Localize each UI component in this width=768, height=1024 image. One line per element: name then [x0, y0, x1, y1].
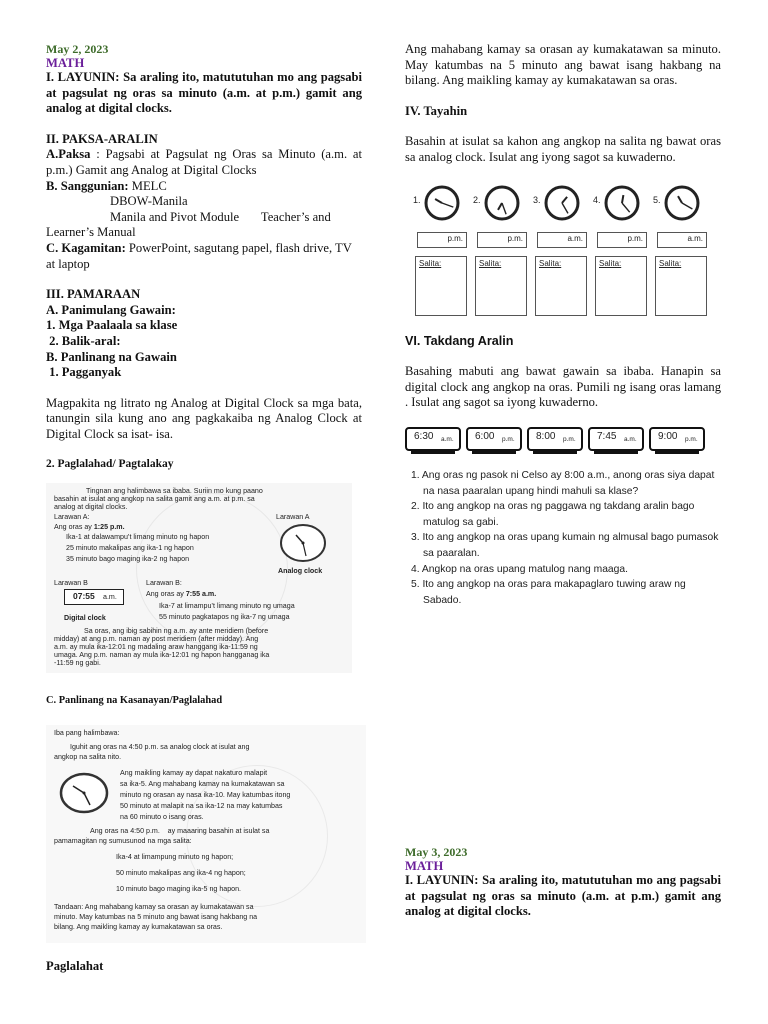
- fig2-l2: Iguhit ang oras na 4:50 p.m. sa analog clock at isulat ang: [70, 742, 250, 751]
- fig1-analog-clock-caption: Analog clock: [278, 567, 323, 576]
- task-list: [405, 465, 721, 615]
- salita-label: Salita:: [539, 258, 562, 268]
- salita-label: Salita:: [479, 258, 502, 268]
- ampm-box: [417, 232, 467, 248]
- fig1-larawan-b2: Larawan B:: [146, 579, 182, 588]
- digital-time: 7:45: [597, 430, 617, 442]
- right-column: [405, 42, 721, 920]
- fig2-l14: Tandaan: Ang mahabang kamay sa orasan ay kumakatawan sa: [54, 902, 254, 911]
- paksa-heading: II. PAKSA-ARALIN: [46, 131, 158, 146]
- task-line: Sabado.: [423, 594, 462, 606]
- digital-ampm: a.m.: [441, 435, 454, 443]
- salita-box: [595, 256, 647, 316]
- fig1-b-w1: Ika-7 at limampu’t limang minuto ng umaga: [159, 602, 295, 611]
- fig2-l8: na 60 minuto o isang oras.: [120, 812, 204, 821]
- digital-clock-icon: [466, 427, 522, 451]
- fig2-l4: Ang maikling kamay ay dapat nakaturo malapit: [120, 768, 268, 777]
- step-a: A. Panimulang Gawain:: [46, 302, 176, 317]
- ampm-label: p.m.: [507, 233, 523, 243]
- clock-stand: [533, 451, 577, 454]
- digital-ampm: a.m.: [624, 435, 637, 443]
- fig2-l11: Ika-4 at limampung minuto ng hapon;: [116, 852, 234, 861]
- analog-clock-icon: [663, 184, 701, 222]
- layunin-objective-2: I. LAYUNIN: Sa araling ito, matututuhan mo ang pagsabi at pagsulat ng oras sa minuto (a.m. at p.m.) gamit ang analog at digital clocks.: [405, 872, 721, 919]
- clock-number-3: 3.: [533, 194, 541, 205]
- salita-label: Salita:: [599, 258, 622, 268]
- salita-label: Salita:: [659, 258, 682, 268]
- tayahin-clocks-figure: [405, 184, 715, 326]
- ampm-box: [657, 232, 707, 248]
- subject-title-2: MATH: [405, 858, 444, 873]
- subject-title: MATH: [46, 56, 85, 70]
- clock-number-4: 4.: [593, 194, 601, 205]
- fig1-digital-reading: 07:55: [73, 591, 95, 602]
- fig2-l1: Iba pang halimbawa:: [54, 728, 120, 737]
- fig2-l5: sa ika-5. Ang mahabang kamay na kumakatawan sa: [120, 779, 285, 788]
- analog-clock-icon: [278, 523, 328, 563]
- digital-ampm: p.m.: [685, 435, 698, 443]
- layunin-objective: I. LAYUNIN: Sa araling ito, matututuhan mo ang pagsabi at pagsulat ng oras sa minuto (a.m. at p.m.) gamit ang analog at digital clocks.: [46, 70, 362, 116]
- digital-time: 9:00: [658, 430, 678, 442]
- fig1-intro2: basahin at isulat ang angkop na salita gamit ang a.m. at p.m. sa: [54, 495, 255, 504]
- analog-clock-icon: [58, 771, 110, 815]
- fig2-l7: 50 minuto at malapit na sa ika-12 na may katumbas: [120, 801, 283, 810]
- kagamitan-text: PowerPoint, sagutang papel, flash drive, TV at laptop: [46, 240, 352, 271]
- salita-box: [655, 256, 707, 316]
- paksa-label: A.Paksa: [46, 147, 91, 162]
- ampm-label: p.m.: [447, 233, 463, 243]
- clock-number-1: 1.: [413, 194, 421, 205]
- kamay-paragraph: Ang mahabang kamay sa orasan ay kumakatawan sa minuto. May katumbas na 5 minuto ang bawat isang hakbang na bilang. Ang maikling kamay ay kumakatawan sa oras.: [405, 42, 721, 88]
- sanggunian-2: DBOW-Manila: [110, 194, 188, 209]
- sanggunian-1: MELC: [128, 178, 167, 193]
- kagamitan-label: C. Kagamitan:: [46, 240, 126, 255]
- salita-box: [475, 256, 527, 316]
- paksa-line: [46, 147, 362, 178]
- fig1-a-w3: 35 minuto bago maging ika-2 ng hapon: [66, 555, 190, 564]
- digital-clock-icon: [527, 427, 583, 451]
- fig1-b-time: 7:55 a.m.: [185, 590, 217, 599]
- analog-clock-icon: [423, 184, 461, 222]
- clock-stand: [655, 451, 699, 454]
- task-line: 5. Ito ang angkop na oras para makapaglaro tuwing araw ng: [411, 579, 686, 591]
- lesson-date-2: May 3, 2023: [405, 844, 468, 859]
- ampm-label: p.m.: [627, 233, 643, 243]
- digital-time: 6:30: [414, 430, 434, 442]
- task-line: sa paaralan.: [423, 547, 480, 559]
- fig1-a-w2: 25 minuto makalipas ang ika-1 ng hapon: [66, 544, 194, 553]
- digital-clocks-row: [405, 423, 721, 459]
- fig1-a-time: 1:25 p.m.: [93, 523, 125, 532]
- clock-number-5: 5.: [653, 194, 661, 205]
- watermark-seal: [136, 493, 288, 645]
- fig2-l13: 10 minuto bago maging ika-5 ng hapon.: [116, 884, 242, 893]
- fig2-l6: minuto ng orasan ay nasa ika-10. May katumbas itong: [120, 790, 291, 799]
- fig1-larawan-b: Larawan B: [54, 579, 88, 588]
- fig1-digital-ampm: a.m.: [103, 593, 117, 602]
- task-line: 1. Ang oras ng pasok ni Celso ay 8:00 a.m., anong oras siya dapat: [411, 469, 715, 481]
- sanggunian-label: B. Sanggunian:: [46, 178, 129, 193]
- takdang-aralin-heading: VI. Takdang Aralin: [405, 333, 514, 348]
- analog-clock-icon: [483, 184, 521, 222]
- ampm-box: [597, 232, 647, 248]
- paglalahad-heading: 2. Paglalahad/ Pagtalakay: [46, 458, 174, 471]
- digital-time: 6:00: [475, 430, 495, 442]
- tayahin-text: Basahin at isulat sa kahon ang angkop na salita ng bawat oras sa analog clock. Isulat ang iyong sagot sa kuwaderno.: [405, 134, 721, 164]
- task-line: 3. Ito ang angkop na oras upang kumain ng almusal bago pumasok: [411, 532, 719, 544]
- analog-clock-icon: [543, 184, 581, 222]
- fig1-note-5: -11:59 ng gabi.: [54, 659, 101, 668]
- fig2-l3: angkop na salita nito.: [54, 752, 122, 761]
- left-column: [46, 42, 362, 974]
- fig1-a-time-pre: Ang oras ay: [54, 523, 94, 532]
- tayahin-heading: IV. Tayahin: [405, 103, 468, 118]
- sanggunian-3: Manila and Pivot Module Teacher’s and Learner’s Manual: [46, 209, 334, 240]
- pagganyak-text: Magpakita ng litrato ng Analog at Digital Clock sa mga bata, tanungin sila kung ano ang pagkakaiba ng Analog Clock at Digital Clock sa isat- isa.: [46, 395, 362, 441]
- ampm-label: a.m.: [567, 233, 583, 243]
- paksa-text: : Pagsabi at Pagsulat ng Oras sa Minuto (a.m. at p.m.) Gamit ang Analog at Digital Clocks: [46, 147, 362, 177]
- digital-clock-icon: [405, 427, 461, 451]
- fig1-note-1: Sa oras, ang ibig sabihin ng a.m. ay ante meridiem (before: [84, 627, 269, 636]
- fig2-l9: Ang oras na 4:50 p.m. ay maaaring basahin at isulat sa: [90, 826, 270, 835]
- fig1-note-4: umaga. Ang p.m. naman ay mula ika-12:01 ng hapon hangganag ika: [54, 651, 270, 660]
- fig1-b-w2: 55 minuto pagkatapos ng ika-7 ng umaga: [159, 613, 290, 622]
- paglalahad-figure: [46, 483, 352, 673]
- digital-clock-icon: [588, 427, 644, 451]
- clock-stand: [411, 451, 455, 454]
- fig1-b-time-pre: Ang oras ay: [146, 590, 186, 599]
- clock-stand: [594, 451, 638, 454]
- fig1-intro3: analog at digital clocks.: [54, 503, 128, 512]
- fig1-larawan-a-label: Larawan A: [276, 513, 310, 522]
- task-line: na nasa paaralan upang hindi mahuli sa klase?: [423, 485, 639, 497]
- digital-ampm: p.m.: [563, 435, 576, 443]
- step-1: 1. Mga Paalaala sa klase: [46, 318, 178, 333]
- ampm-label: a.m.: [687, 233, 703, 243]
- analog-clock-icon: [603, 184, 641, 222]
- iba-pang-halimbawa-figure: [46, 725, 366, 943]
- lesson-date: May 2, 2023: [46, 42, 109, 56]
- fig1-note-3: a.m. ay mula ika-12:01 ng madaling araw hanggang ika-11:59 ng: [54, 643, 258, 652]
- ampm-box: [537, 232, 587, 248]
- sanggunian-line: [46, 179, 362, 195]
- task-line: 4. Angkop na oras upang matulog nang maaga.: [411, 563, 628, 575]
- takdang-aralin-text: Basahing mabuti ang bawat gawain sa ibaba. Hanapin sa digital clock ang angkop na oras. Pumili ng isang oras lamang . Isulat ang sagot sa iyong kuwaderno.: [405, 364, 721, 410]
- fig2-l12: 50 minuto makalipas ang ika-4 ng hapon;: [116, 868, 246, 877]
- fig1-larawan-a: Larawan A:: [54, 513, 90, 522]
- digital-time: 8:00: [536, 430, 556, 442]
- paglalahat-heading: Paglalahat: [46, 958, 104, 973]
- ampm-box: [477, 232, 527, 248]
- c-heading: C. Panlinang na Kasanayan/Paglalahad: [46, 695, 223, 707]
- fig1-note-2: midday) at ang p.m. naman ay post meridiem (after midday). Ang: [54, 635, 259, 644]
- salita-box: [415, 256, 467, 316]
- step-2: 2. Balik-aral:: [46, 333, 121, 348]
- clock-number-2: 2.: [473, 194, 481, 205]
- clock-stand: [472, 451, 516, 454]
- salita-label: Salita:: [419, 258, 442, 268]
- task-line: 2. Ito ang angkop na oras ng paggawa ng takdang aralin bago: [411, 501, 695, 513]
- fig2-l10: pamamagitan ng sumusunod na mga salita:: [54, 836, 192, 845]
- fig2-l16: bilang. Ang maikling kamay ay kumakatawan sa oras.: [54, 922, 223, 931]
- digital-ampm: p.m.: [502, 435, 515, 443]
- pamaraan-heading: III. PAMARAAN: [46, 287, 141, 302]
- fig1-intro: Tingnan ang halimbawa sa ibaba. Suriin mo kung paano: [86, 487, 263, 496]
- fig1-digital-clock-caption: Digital clock: [64, 614, 106, 623]
- fig2-l15: minuto. May katumbas na 5 minuto ang bawat isang hakbang na: [54, 912, 258, 921]
- salita-box: [535, 256, 587, 316]
- kagamitan-line: [46, 241, 362, 272]
- digital-clock-icon: [64, 589, 124, 605]
- step-b1: 1. Pagganyak: [46, 365, 122, 380]
- task-line: matulog sa gabi.: [423, 516, 499, 528]
- fig1-a-w1: Ika-1 at dalawampu’t limang minuto ng hapon: [66, 533, 210, 542]
- step-b: B. Panlinang na Gawain: [46, 349, 177, 364]
- digital-clock-icon: [649, 427, 705, 451]
